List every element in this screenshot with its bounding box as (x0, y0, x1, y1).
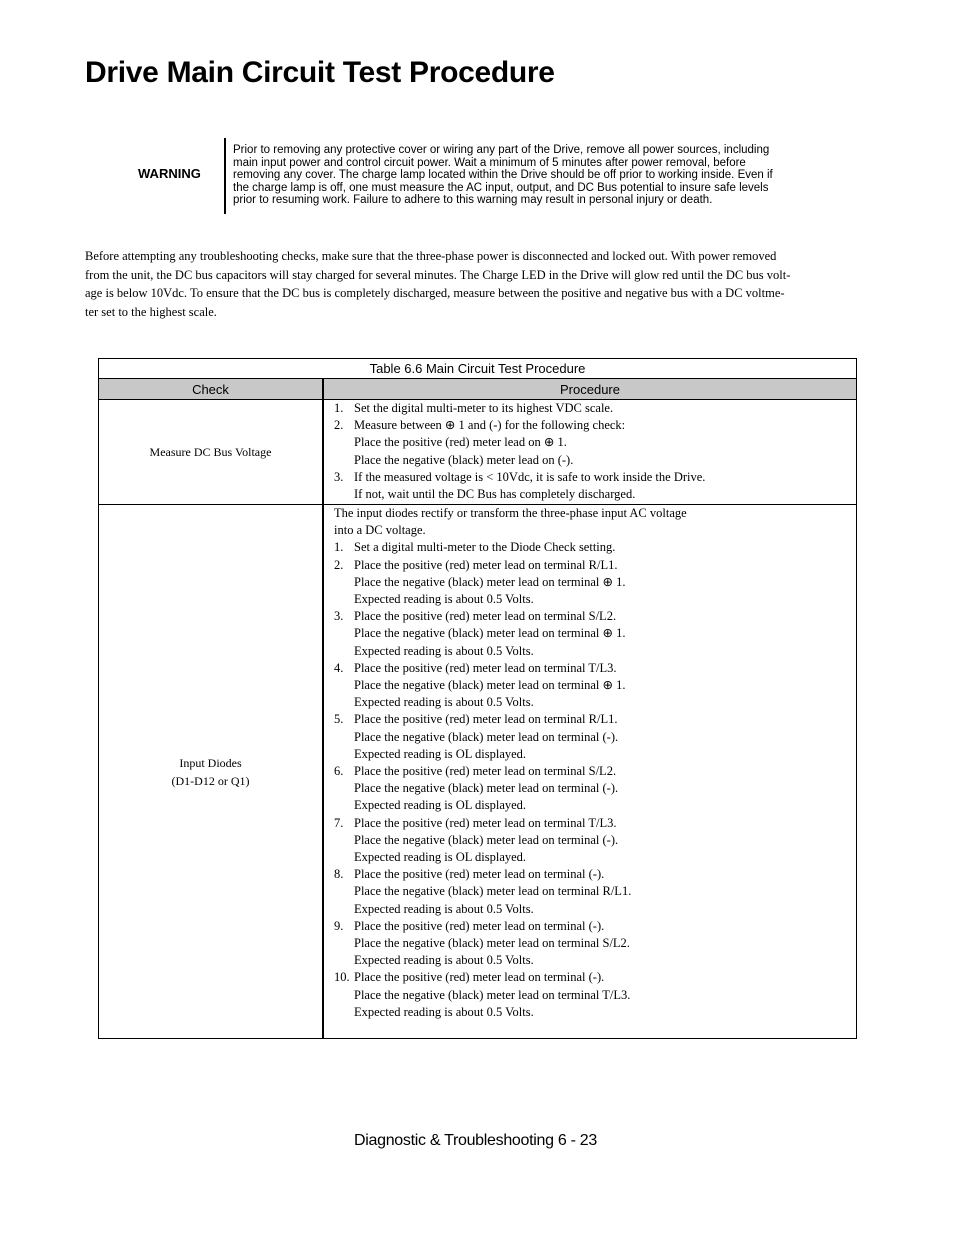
procedure-step (334, 400, 856, 417)
step-text: Place the positive (red) meter lead on terminal R/L1. (354, 557, 618, 572)
table-row (99, 400, 857, 505)
step-number: 5. (334, 712, 344, 727)
procedure-step (334, 918, 856, 935)
procedure-table (98, 358, 857, 1039)
procedure-step (334, 486, 856, 503)
procedure-intro-line: The input diodes rectify or transform the three-phase input AC voltage (334, 506, 687, 520)
step-number: 6. (334, 764, 344, 779)
warning-line: removing any cover. The charge lamp located within the Drive should be off prior to working inside. Even if (233, 169, 773, 181)
check-cell (99, 505, 324, 1039)
procedure-step (334, 780, 856, 797)
procedure-intro-line: into a DC voltage. (334, 523, 426, 538)
procedure-step (334, 832, 856, 849)
step-text: Place the positive (red) meter lead on terminal S/L2. (354, 609, 617, 624)
procedure-step (334, 417, 856, 434)
procedure-step (334, 469, 856, 486)
step-text: Expected reading is about 0.5 Volts. (354, 695, 534, 710)
intro-line: ter set to the highest scale. (85, 305, 217, 320)
page-footer: Diagnostic & Troubleshooting 6 - 23 (354, 1132, 597, 1149)
step-text: Expected reading is about 0.5 Volts. (354, 1004, 534, 1019)
intro-paragraph (85, 247, 875, 322)
procedure-step (334, 763, 856, 780)
step-text: If not, wait until the DC Bus has completely discharged. (354, 487, 636, 502)
procedure-step (334, 883, 856, 900)
step-text: Set the digital multi-meter to its highest VDC scale. (354, 401, 614, 415)
warning-text (233, 144, 833, 207)
procedure-step (334, 969, 856, 986)
step-number: 1. (334, 401, 344, 415)
step-text: Set a digital multi-meter to the Diode Check setting. (354, 540, 616, 555)
step-number: 2. (334, 557, 344, 572)
procedure-step (334, 557, 856, 574)
procedure-step (334, 677, 856, 694)
step-text: Place the positive (red) meter lead on terminal (-). (354, 867, 605, 882)
step-text: Place the positive (red) meter lead on terminal S/L2. (354, 764, 617, 779)
table-caption: Table 6.6 Main Circuit Test Procedure (99, 359, 857, 379)
procedure-step (334, 987, 856, 1004)
warning-label: WARNING (138, 166, 201, 181)
step-number: 4. (334, 660, 344, 675)
step-text: Place the negative (black) meter lead on terminal ⊕ 1. (354, 626, 626, 641)
step-text: Place the negative (black) meter lead on terminal (-). (354, 781, 619, 796)
check-label: Measure DC Bus Voltage (149, 445, 272, 459)
step-text: Expected reading is about 0.5 Volts. (354, 901, 534, 916)
procedure-step (334, 625, 856, 642)
step-text: Place the negative (black) meter lead on terminal ⊕ 1. (354, 574, 626, 589)
procedure-step (334, 866, 856, 883)
warning-line: prior to resuming work. Failure to adhere to this warning may result in personal injury or death. (233, 194, 713, 206)
step-text: Place the positive (red) meter lead on terminal T/L3. (354, 815, 617, 830)
step-text: Place the negative (black) meter lead on terminal (-). (354, 729, 619, 744)
procedure-step (334, 591, 856, 608)
check-cell (99, 400, 324, 505)
step-text: Place the positive (red) meter lead on terminal (-). (354, 918, 605, 933)
procedure-step (334, 608, 856, 625)
step-text: Expected reading is OL displayed. (354, 746, 527, 761)
procedure-step (334, 746, 856, 763)
procedure-cell (323, 400, 857, 505)
step-text: Expected reading is about 0.5 Volts. (354, 953, 534, 968)
procedure-step (334, 815, 856, 832)
step-number: 8. (334, 867, 344, 882)
column-header-procedure: Procedure (323, 379, 857, 400)
warning-line: Prior to removing any protective cover or wiring any part of the Drive, remove all power sources, including (233, 144, 770, 156)
check-label: Input Diodes (179, 755, 242, 770)
procedure-step (334, 434, 856, 451)
procedure-step (334, 694, 856, 711)
step-text: Place the positive (red) meter lead on terminal (-). (354, 970, 605, 985)
step-text: Expected reading is about 0.5 Volts. (354, 592, 534, 607)
step-number: 10. (334, 970, 350, 985)
step-number: 1. (334, 540, 344, 555)
check-label: (D1-D12 or Q1) (171, 773, 250, 788)
warning-line: the charge lamp is off, one must measure the AC input, output, and DC Bus potential to insure safe levels (233, 181, 769, 194)
procedure-step (334, 574, 856, 591)
step-number: 9. (334, 918, 344, 933)
procedure-step (334, 729, 856, 746)
step-text: Place the negative (black) meter lead on (-). (354, 452, 574, 467)
step-text: Place the negative (black) meter lead on terminal S/L2. (354, 936, 630, 951)
procedure-step (334, 660, 856, 677)
step-text: Place the negative (black) meter lead on terminal T/L3. (354, 987, 631, 1002)
step-text: Place the negative (black) meter lead on terminal (-). (354, 832, 619, 847)
step-number: 3. (334, 469, 344, 484)
intro-line: Before attempting any troubleshooting checks, make sure that the three-phase power is disconnected and locked out. With power removed (85, 249, 777, 263)
intro-line: from the unit, the DC bus capacitors will stay charged for several minutes. The Charge LED in the Drive will glow red until the DC bus volt- (85, 267, 791, 282)
procedure-step (334, 711, 856, 728)
step-number: 3. (334, 609, 344, 624)
procedure-step (334, 539, 856, 556)
step-text: Place the negative (black) meter lead on terminal ⊕ 1. (354, 678, 626, 693)
table-row (99, 505, 857, 1039)
step-text: Measure between ⊕ 1 and (-) for the following check: (354, 418, 626, 433)
page-title: Drive Main Circuit Test Procedure (85, 56, 555, 89)
warning-divider (224, 138, 226, 214)
step-text: Expected reading is OL displayed. (354, 850, 527, 865)
step-number: 2. (334, 418, 344, 433)
procedure-step (334, 901, 856, 918)
procedure-cell (323, 505, 857, 1039)
procedure-step (334, 849, 856, 866)
procedure-step (334, 452, 856, 469)
step-text: Place the positive (red) meter lead on terminal R/L1. (354, 712, 618, 727)
column-header-check: Check (99, 379, 324, 400)
step-text: Place the positive (red) meter lead on terminal T/L3. (354, 660, 617, 675)
procedure-step (334, 952, 856, 969)
intro-line: age is below 10Vdc. To ensure that the DC bus is completely discharged, measure between the positive and negative bus with a DC voltme- (85, 286, 785, 301)
procedure-step (334, 797, 856, 814)
step-number: 7. (334, 815, 344, 830)
step-text: Expected reading is about 0.5 Volts. (354, 643, 534, 658)
procedure-step (334, 643, 856, 660)
procedure-step (334, 935, 856, 952)
step-text: Place the positive (red) meter lead on ⊕ 1. (354, 435, 567, 450)
step-text: Expected reading is OL displayed. (354, 798, 527, 813)
step-text: If the measured voltage is < 10Vdc, it is safe to work inside the Drive. (354, 469, 706, 484)
procedure-step (334, 1004, 856, 1021)
step-text: Place the negative (black) meter lead on terminal R/L1. (354, 884, 632, 899)
warning-line: main input power and control circuit power. Wait a minimum of 5 minutes after power removal, before (233, 156, 746, 169)
